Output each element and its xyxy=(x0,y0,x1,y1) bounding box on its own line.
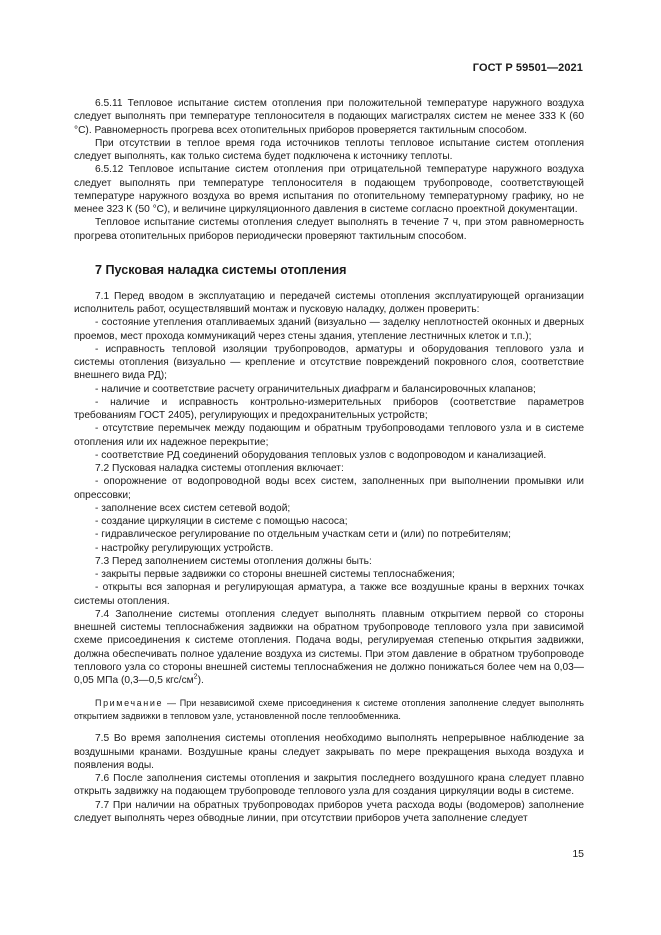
list-item: - состояние утепления отапливаемых зданий (визуально — заделку неплотностей оконных и дверных проемов, мест прохода коммуникаций через стены здания, утепление лестничных клеток и т.п.); xyxy=(74,317,584,342)
paragraph-7-5: 7.5 Во время заполнения системы отопления необходимо выполнять непрерывное наблюдение за воздушными кранами. Воздушные краны следует закрывать по мере прекращения выхода воздуха и появления воды. xyxy=(74,733,584,771)
paragraph-6-5-11-continued: При отсутствии в теплое время года источников теплоты тепловое испытание систем отопления следует выполнять, как только система будет подключена к источнику теплоты. xyxy=(74,137,584,162)
list-item: - соответствие РД соединений оборудования тепловых узлов с водопроводом и канализацией. xyxy=(95,449,547,461)
superscript-2: 2 xyxy=(193,673,198,681)
list-item: - закрыты первые задвижки со стороны внешней системы теплоснабжения; xyxy=(95,569,455,580)
standard-code-header: ГОСТ Р 59501—2021 xyxy=(472,62,583,74)
paragraph-7-3: 7.3 Перед заполнением системы отопления должны быть: xyxy=(95,555,372,567)
document-body xyxy=(74,97,584,825)
paragraph-7-2: 7.2 Пусковая наладка системы отопления включает: xyxy=(95,463,344,474)
paragraph-6-5-12: 6.5.12 Тепловое испытание систем отопления при отрицательной температуре наружного воздуха следует выполнять при температуре теплоносителя в подающем трубопроводе, соответствующей температуре наружного воздуха во время испытания по отопительному температурному графику, но не менее 323 К (50 °С), и величине циркуляционного давления в системе согласно проектной документации. xyxy=(74,164,584,215)
list-item: - настройку регулирующих устройств. xyxy=(95,542,274,554)
list-item: - наличие и исправность контрольно-измерительных приборов (соответствие параметров требованиям ГОСТ 2405), регулирующих и предохранительных устройств; xyxy=(74,396,584,421)
list-item: - создание циркуляции в системе с помощью насоса; xyxy=(95,516,348,527)
list-item: - заполнение всех систем сетевой водой; xyxy=(95,502,291,514)
section-7-heading: 7 Пусковая наладка системы отопления xyxy=(95,262,347,277)
paragraph-7-1: 7.1 Перед вводом в эксплуатацию и передачей системы отопления эксплуатирующей организации исполнитель работ, осуществлявший монтаж и пусковую наладку, должен проверить: xyxy=(74,290,584,315)
paragraph-7-7: 7.7 При наличии на обратных трубопроводах приборов учета расхода воды (водомеров) заполнение следует выполнять через обводные линии, при отсутствии приборов учета заполнение следует xyxy=(74,799,584,824)
list-item: - открыты вся запорная и регулирующая арматура, а также все воздушные краны в верхних точках системы отопления. xyxy=(74,582,584,607)
list-item: - исправность тепловой изоляции трубопроводов, арматуры и оборудования теплового узла и системы отопления (визуально — крепление и отсутствие повреждений покровного слоя, соответствие внешнего вида РД); xyxy=(74,343,584,382)
paragraph-7-4-end: ). xyxy=(197,675,204,686)
paragraph-6-5-11: 6.5.11 Тепловое испытание систем отопления при положительной температуре наружного воздуха следует выполнять при температуре теплоносителя в подающих магистралях систем не менее 333 К (60 °С). Равномерность прогрева всех отопительных приборов проверяется тактильным способом. xyxy=(74,98,584,136)
paragraph-7-6: 7.6 После заполнения системы отопления и закрытия последнего воздушного крана следует плавно открыть задвижку на подающем трубопроводе теплового узла для создания циркуляции воды в системе. xyxy=(74,773,584,798)
note-text: — При независимой схеме присоединения к системе отопления заполнение следует выполнять открытием задвижки в тепловом узле, установленной после теплообменника. xyxy=(74,698,584,721)
paragraph-7-4-text: 7.4 Заполнение системы отопления следует выполнять плавным открытием первой со стороны внешней системы теплоснабжения задвижки на обратном трубопроводе теплового узла при зависимой схеме присоединения к системе отопления. Подача воды, регулируемая степенью открытия задвижки, должна обеспечивать полное удаление воздуха из системы. При этом давление в обратном трубопроводе теплового узла со стороны внешней системы теплоснабжения не должно понижаться более чем на 0,03—0,05 МПа (0,3—0,5 кгс/см xyxy=(74,608,584,686)
list-item: - опорожнение от водопроводной воды всех систем, заполненных при выполнении промывки или опрессовки; xyxy=(74,476,584,501)
list-item: - наличие и соответствие расчету ограничительных диафрагм и балансировочных клапанов; xyxy=(95,383,536,395)
note-label: Примечание xyxy=(95,698,164,709)
page-number: 15 xyxy=(572,848,584,860)
list-item: - гидравлическое регулирование по отдельным участкам сети и (или) по потребителям; xyxy=(95,529,511,541)
paragraph-6-5-12-continued: Тепловое испытание системы отопления следует выполнять в течение 7 ч, при этом равномерность прогрева отопительных приборов периодически проверяют тактильным способом. xyxy=(74,217,584,242)
note xyxy=(74,697,584,722)
paragraph-7-4 xyxy=(74,608,584,688)
list-item: - отсутствие перемычек между подающим и обратным трубопроводами теплового узла и в системе отопления или их надежное перекрытие; xyxy=(74,423,584,448)
